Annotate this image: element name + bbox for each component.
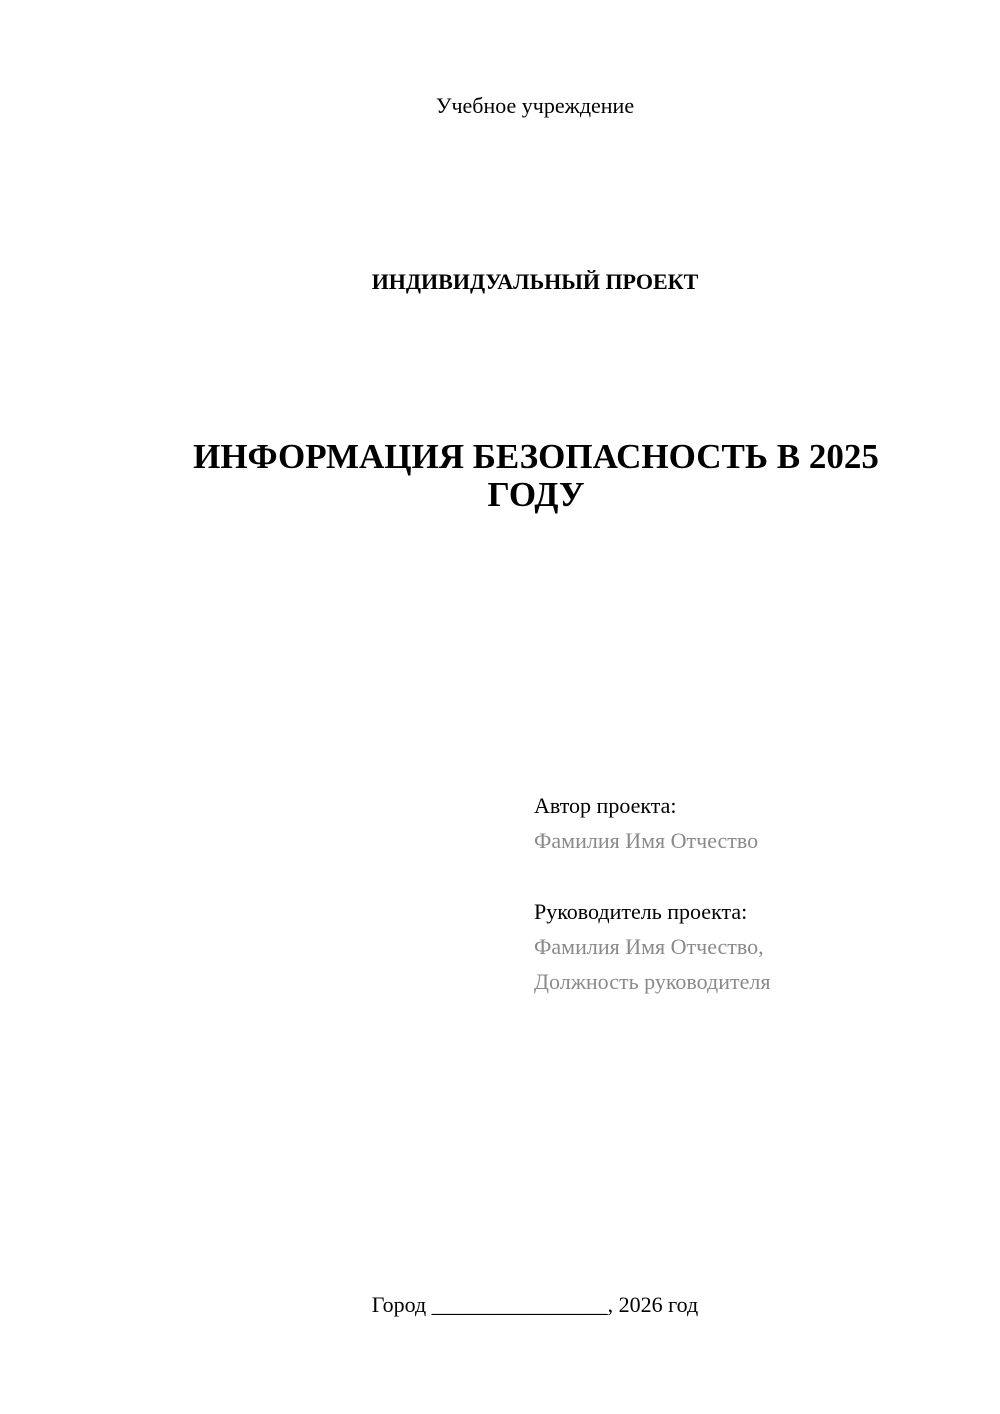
supervisor-name: Фамилия Имя Отчество,	[534, 934, 764, 959]
document-type: ИНДИВИДУАЛЬНЫЙ ПРОЕКТ	[371, 269, 699, 294]
city-year-line: Город ________________, 2026 год	[371, 1292, 699, 1317]
project-title-line-1: ИНФОРМАЦИЯ БЕЗОПАСНОСТЬ В 2025	[193, 437, 879, 476]
credits-spacer	[534, 858, 954, 894]
author-name: Фамилия Имя Отчество	[534, 828, 759, 853]
supervisor-position: Должность руководителя	[534, 969, 771, 994]
author-label: Автор проекта:	[534, 793, 677, 818]
project-title	[150, 438, 922, 514]
institution-name: Учебное учреждение	[435, 93, 635, 118]
credits-block	[534, 788, 954, 999]
supervisor-label: Руководитель проекта:	[534, 899, 748, 924]
project-title-line-2: ГОДУ	[487, 475, 585, 514]
